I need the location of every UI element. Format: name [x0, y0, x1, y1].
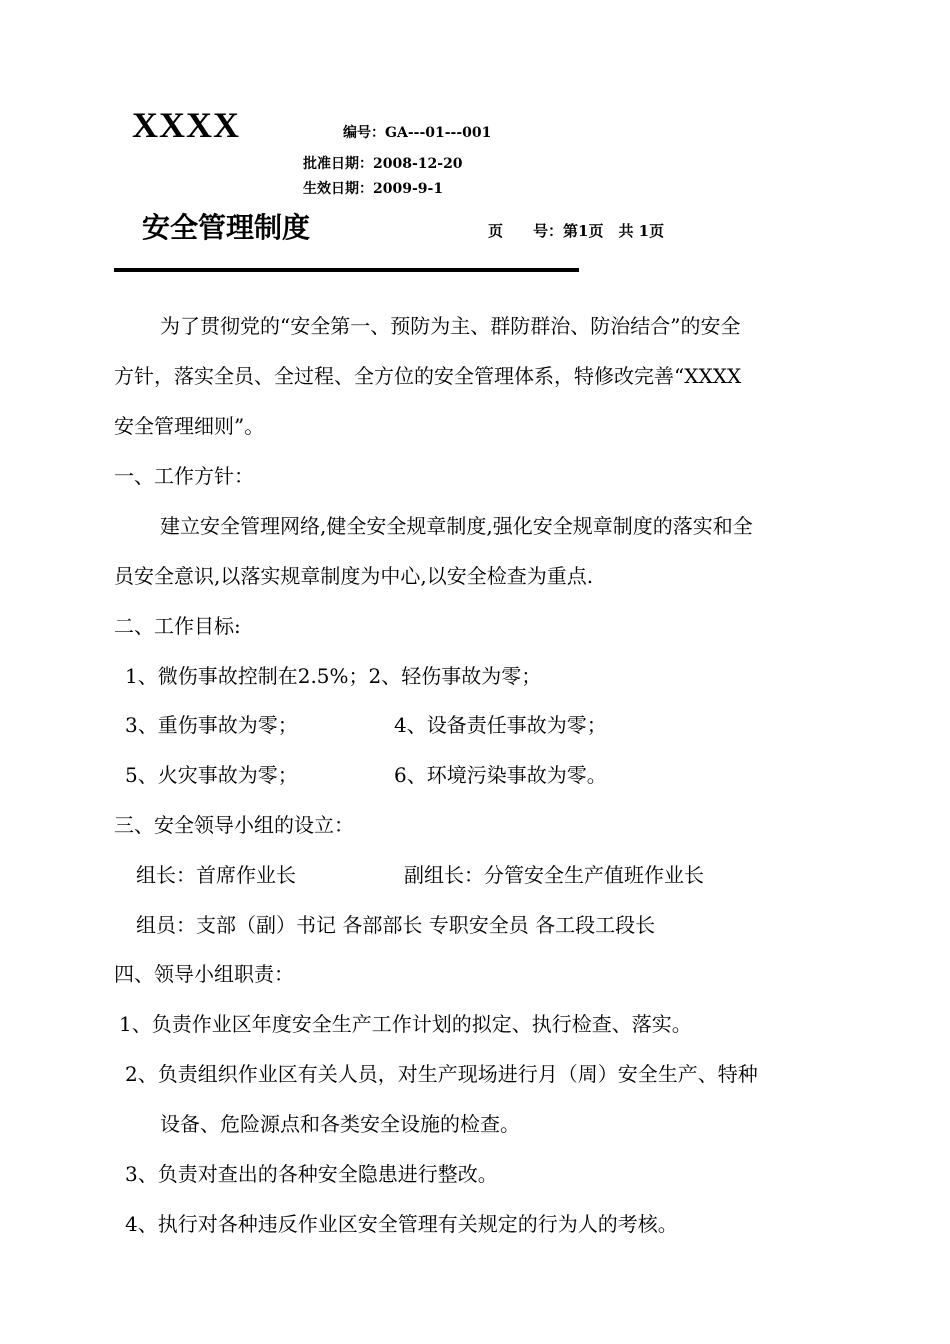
- section-2-heading: 二、工作目标:: [114, 614, 241, 638]
- duty-item-1: 1、负责作业区年度安全生产工作计划的拟定、执行检查、落实。: [119, 1012, 692, 1036]
- goal-item-6: 6、环境污染事故为零。: [394, 763, 607, 787]
- duty-item-2-line-2: 设备、危险源点和各类安全设施的检查。: [160, 1112, 520, 1136]
- page-number-info: 页 号：第1页 共 1页: [488, 222, 665, 240]
- group-members: 组员：支部（副）书记 各部部长 专职安全员 各工段工段长: [136, 913, 656, 937]
- group-leader: 组长：首席作业长: [136, 863, 296, 887]
- section-1-text-line-1: 建立安全管理网络,健全安全规章制度,强化安全规章制度的落实和全: [160, 514, 753, 538]
- intro-line-3: 安全管理细则”。: [114, 414, 265, 438]
- section-1-text-line-2: 员安全意识,以落实规章制度为中心,以安全检查为重点.: [114, 564, 594, 588]
- intro-line-1: 为了贯彻党的“安全第一、预防为主、群防群治、防治结合”的安全: [160, 314, 741, 338]
- duty-item-2-line-1: 2、负责组织作业区有关人员，对生产现场进行月（周）安全生产、特种: [125, 1062, 758, 1086]
- section-3-heading: 三、安全领导小组的设立：: [114, 813, 354, 837]
- document-title: 安全管理制度: [142, 211, 311, 244]
- goal-item-4: 4、设备责任事故为零；: [394, 713, 607, 737]
- duty-item-3: 3、负责对查出的各种安全隐患进行整改。: [125, 1162, 498, 1186]
- section-4-heading: 四、领导小组职责：: [114, 962, 294, 986]
- document-number: 编号：GA---01---001: [343, 125, 492, 141]
- intro-line-2: 方针，落实全员、全过程、全方位的安全管理体系，特修改完善“XXXX: [114, 364, 742, 388]
- effective-date: 生效日期：2009-9-1: [303, 181, 444, 197]
- goal-item-3: 3、重伤事故为零；: [125, 713, 298, 737]
- duty-item-4: 4、执行对各种违反作业区安全管理有关规定的行为人的考核。: [125, 1212, 678, 1236]
- deputy-leader: 副组长：分管安全生产值班作业长: [404, 863, 704, 887]
- approval-date: 批准日期：2008-12-20: [303, 156, 463, 172]
- goal-item-5: 5、火灾事故为零；: [125, 763, 298, 787]
- section-1-heading: 一、工作方针：: [114, 464, 254, 488]
- header-divider: [114, 268, 579, 272]
- goal-item-1-2: 1、微伤事故控制在2.5%；2、轻伤事故为零；: [125, 664, 542, 688]
- organization-name: XXXX: [132, 105, 240, 145]
